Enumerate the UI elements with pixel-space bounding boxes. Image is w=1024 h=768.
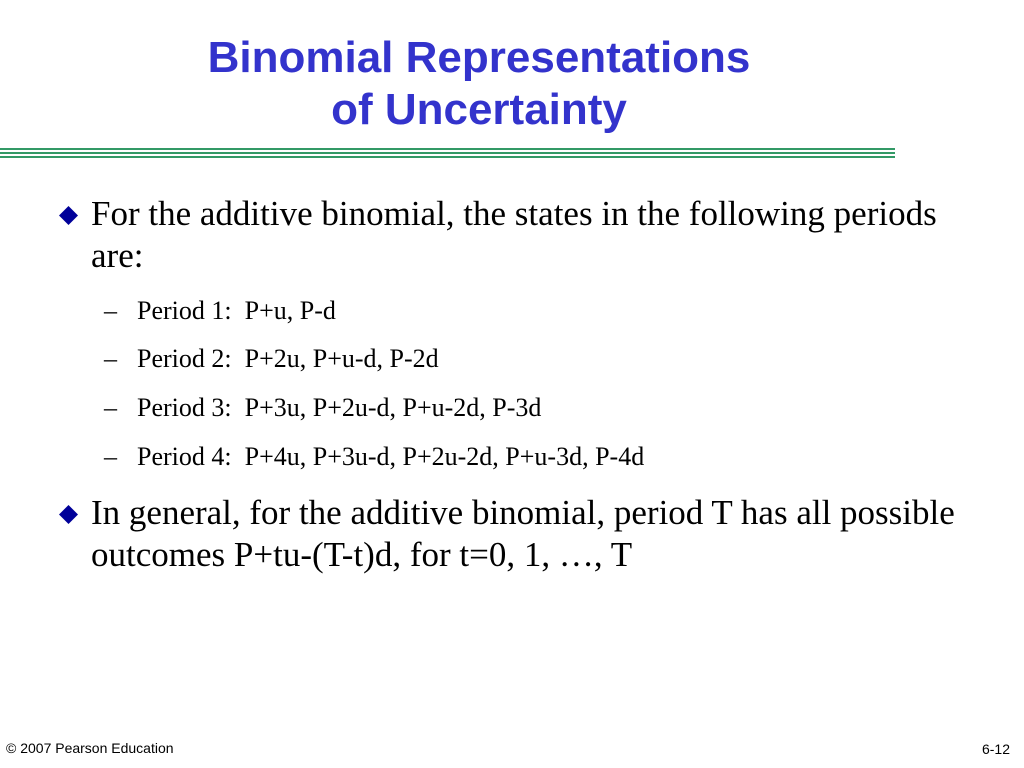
bullet-text: In general, for the additive binomial, period T has all possible outcomes P+tu-(T-t)d, for t=0, 1, …, T — [91, 493, 955, 574]
dash-bullet: – — [104, 442, 117, 471]
page-number: 6-12 — [981, 741, 1010, 757]
bullet-text: For the additive binomial, the states in the following periods are: — [91, 194, 937, 275]
title-divider-line — [0, 148, 895, 150]
sub-bullet-item — [104, 295, 336, 327]
title-divider-line — [0, 156, 895, 158]
diamond-bullet-icon — [59, 505, 78, 524]
sub-bullet-item — [104, 441, 644, 473]
title-line-2: of Uncertainty — [331, 85, 627, 134]
slide-title — [0, 32, 958, 136]
dash-bullet: – — [104, 296, 117, 325]
bullet-item — [56, 193, 956, 277]
dash-bullet: – — [104, 344, 117, 373]
sub-bullet-item — [104, 392, 541, 424]
sub-bullet-item — [104, 343, 439, 375]
copyright-footer: © 2007 Pearson Education — [6, 740, 174, 756]
title-line-1: Binomial Representations — [207, 33, 751, 82]
diamond-bullet-icon — [59, 206, 78, 225]
dash-bullet: – — [104, 393, 117, 422]
title-divider-line — [0, 152, 895, 154]
sub-bullet-text: Period 1: P+u, P-d — [137, 296, 336, 325]
bullet-item — [56, 492, 956, 576]
sub-bullet-text: Period 3: P+3u, P+2u-d, P+u-2d, P-3d — [137, 393, 542, 422]
sub-bullet-text: Period 2: P+2u, P+u-d, P-2d — [137, 344, 439, 373]
sub-bullet-text: Period 4: P+4u, P+3u-d, P+2u-2d, P+u-3d, P-4d — [137, 442, 645, 471]
